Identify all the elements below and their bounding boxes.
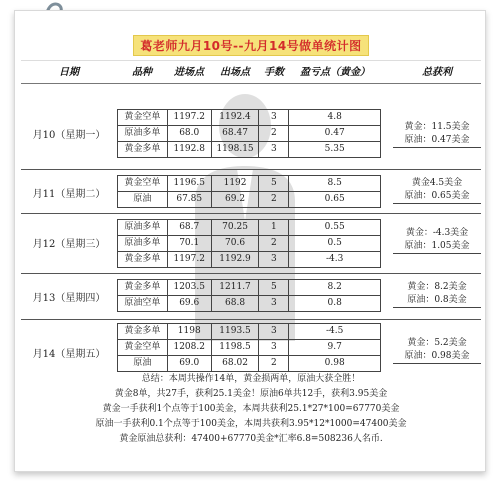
cell-lots: 5 bbox=[259, 280, 289, 296]
header-lots: 手数 bbox=[264, 67, 284, 78]
day-block-mon bbox=[21, 109, 481, 159]
cell-exit: 69.2 bbox=[212, 192, 260, 208]
cell-lots: 3 bbox=[259, 142, 289, 158]
day-block-fri bbox=[21, 319, 481, 371]
table-row bbox=[118, 280, 381, 296]
table-row bbox=[118, 192, 381, 208]
cell-lots: 3 bbox=[259, 252, 289, 268]
cell-lots: 3 bbox=[259, 340, 289, 356]
note-line: 黄金原油总获利：47400+67770美金*汇率6.8=508236人名币. bbox=[119, 434, 383, 444]
summary-gold: 黄金：-4.3美金 bbox=[405, 228, 469, 238]
cell-pnl: 8.5 bbox=[289, 176, 381, 192]
cell-pnl: 0.65 bbox=[289, 192, 381, 208]
cell-exit: 70.25 bbox=[212, 220, 260, 236]
header-exit: 出场点 bbox=[220, 67, 250, 78]
cell-variety: 黄金多单 bbox=[118, 252, 168, 268]
table-row bbox=[118, 176, 381, 192]
report-sheet bbox=[14, 10, 486, 472]
cell-lots: 3 bbox=[259, 324, 289, 340]
cell-lots: 5 bbox=[259, 176, 289, 192]
cell-variety: 黄金多单 bbox=[118, 324, 168, 340]
summary-oil: 原油：0.65美金 bbox=[404, 191, 470, 201]
note-line: 原油一手获利0.1个点等于100美金，本周共获利3.95*12*1000=47400美金 bbox=[95, 419, 407, 429]
day-label: 月10（星期一） bbox=[32, 130, 106, 141]
cell-entry: 68.0 bbox=[168, 126, 212, 142]
header-variety: 品种 bbox=[132, 67, 152, 78]
cell-variety: 原油 bbox=[118, 192, 168, 208]
note-line: 黄金一手获利1个点等于100美金，本周共获利25.1*27*100=67770美金 bbox=[102, 404, 400, 414]
cell-pnl: 0.55 bbox=[289, 220, 381, 236]
trade-grid bbox=[117, 323, 381, 372]
cell-pnl: 4.8 bbox=[289, 110, 381, 126]
summary-gold: 黄金：8.2美金 bbox=[407, 282, 467, 292]
weekly-summary-notes bbox=[15, 372, 487, 447]
cell-entry: 1198 bbox=[168, 324, 212, 340]
cell-pnl: -4.5 bbox=[289, 324, 381, 340]
cell-variety: 原油 bbox=[118, 356, 168, 372]
cell-pnl: 8.2 bbox=[289, 280, 381, 296]
cell-entry: 1196.5 bbox=[168, 176, 212, 192]
cell-entry: 1197.2 bbox=[168, 252, 212, 268]
cell-variety: 黄金空单 bbox=[118, 110, 168, 126]
header-date: 日期 bbox=[59, 67, 79, 78]
cell-variety: 黄金空单 bbox=[118, 340, 168, 356]
cell-entry: 70.1 bbox=[168, 236, 212, 252]
table-row bbox=[118, 340, 381, 356]
table-row bbox=[118, 324, 381, 340]
day-block-thu bbox=[21, 273, 481, 309]
day-summary bbox=[393, 337, 481, 364]
cell-exit: 1198.15 bbox=[212, 142, 260, 158]
trade-grid bbox=[117, 279, 381, 312]
summary-gold: 黄金：11.5美金 bbox=[404, 122, 470, 132]
cell-lots: 2 bbox=[259, 192, 289, 208]
cell-lots: 2 bbox=[259, 356, 289, 372]
cell-lots: 2 bbox=[259, 236, 289, 252]
summary-oil: 原油：0.98美金 bbox=[404, 351, 470, 361]
cell-entry: 1208.2 bbox=[168, 340, 212, 356]
cell-exit: 68.8 bbox=[212, 296, 260, 312]
table-row bbox=[118, 126, 381, 142]
cell-pnl: -4.3 bbox=[289, 252, 381, 268]
cell-pnl: 5.35 bbox=[289, 142, 381, 158]
day-label: 月11（星期二） bbox=[32, 189, 106, 200]
cell-lots: 3 bbox=[259, 296, 289, 312]
summary-oil: 原油：1.05美金 bbox=[404, 241, 470, 251]
title-banner bbox=[15, 35, 487, 56]
cell-pnl: 0.47 bbox=[289, 126, 381, 142]
trade-grid bbox=[117, 219, 381, 268]
page-title: 葛老师九月10号--九月14号做单统计图 bbox=[133, 35, 368, 56]
day-block-wed bbox=[21, 213, 481, 265]
cell-exit: 1192 bbox=[212, 176, 260, 192]
day-label: 月12（星期三） bbox=[32, 239, 106, 250]
cell-entry: 1192.8 bbox=[168, 142, 212, 158]
cell-lots: 3 bbox=[259, 110, 289, 126]
table-row bbox=[118, 220, 381, 236]
cell-exit: 1192.4 bbox=[212, 110, 260, 126]
header-entry: 进场点 bbox=[174, 67, 204, 78]
table-header bbox=[21, 60, 481, 84]
cell-pnl: 0.98 bbox=[289, 356, 381, 372]
trade-grid bbox=[117, 109, 381, 158]
cell-lots: 1 bbox=[259, 220, 289, 236]
summary-gold: 黄金：5.2美金 bbox=[407, 338, 467, 348]
cell-exit: 68.47 bbox=[212, 126, 260, 142]
cell-variety: 原油多单 bbox=[118, 220, 168, 236]
cell-entry: 69.6 bbox=[168, 296, 212, 312]
table-row bbox=[118, 252, 381, 268]
cell-entry: 1203.5 bbox=[168, 280, 212, 296]
day-summary bbox=[393, 281, 481, 308]
table-row bbox=[118, 110, 381, 126]
cell-exit: 70.6 bbox=[212, 236, 260, 252]
table-row bbox=[118, 296, 381, 312]
summary-oil: 原油：0.8美金 bbox=[407, 295, 467, 305]
day-summary bbox=[393, 121, 481, 148]
table-row bbox=[118, 356, 381, 372]
cell-variety: 原油多单 bbox=[118, 126, 168, 142]
header-pnl: 盈亏点（黄金） bbox=[300, 67, 370, 78]
cell-entry: 67.85 bbox=[168, 192, 212, 208]
cell-exit: 1193.5 bbox=[212, 324, 260, 340]
cell-variety: 黄金空单 bbox=[118, 176, 168, 192]
cell-entry: 68.7 bbox=[168, 220, 212, 236]
cell-exit: 1198.5 bbox=[212, 340, 260, 356]
day-summary bbox=[393, 177, 481, 204]
cell-exit: 68.02 bbox=[212, 356, 260, 372]
note-line: 黄金8单，共27手，获利25.1美金！原油6单共12手，获利3.95美金 bbox=[114, 389, 388, 399]
cell-entry: 69.0 bbox=[168, 356, 212, 372]
cell-variety: 原油多单 bbox=[118, 236, 168, 252]
day-label: 月13（星期四） bbox=[32, 293, 106, 304]
table-row bbox=[118, 142, 381, 158]
summary-oil: 原油：0.47美金 bbox=[404, 135, 470, 145]
table-row bbox=[118, 236, 381, 252]
cell-variety: 黄金多单 bbox=[118, 280, 168, 296]
cell-exit: 1211.7 bbox=[212, 280, 260, 296]
cell-pnl: 0.5 bbox=[289, 236, 381, 252]
header-total: 总获利 bbox=[422, 67, 452, 78]
cell-variety: 黄金多单 bbox=[118, 142, 168, 158]
day-label: 月14（星期五） bbox=[32, 349, 106, 360]
day-block-tue bbox=[21, 169, 481, 203]
cell-pnl: 9.7 bbox=[289, 340, 381, 356]
cell-variety: 原油空单 bbox=[118, 296, 168, 312]
trade-grid bbox=[117, 175, 381, 208]
summary-gold: 黄金4.5美金 bbox=[411, 178, 463, 188]
cell-entry: 1197.2 bbox=[168, 110, 212, 126]
cell-exit: 1192.9 bbox=[212, 252, 260, 268]
cell-lots: 2 bbox=[259, 126, 289, 142]
day-summary bbox=[393, 227, 481, 254]
note-line: 总结：本周共操作14单，黄金损两单，原油大获全胜！ bbox=[141, 374, 361, 384]
cell-pnl: 0.8 bbox=[289, 296, 381, 312]
